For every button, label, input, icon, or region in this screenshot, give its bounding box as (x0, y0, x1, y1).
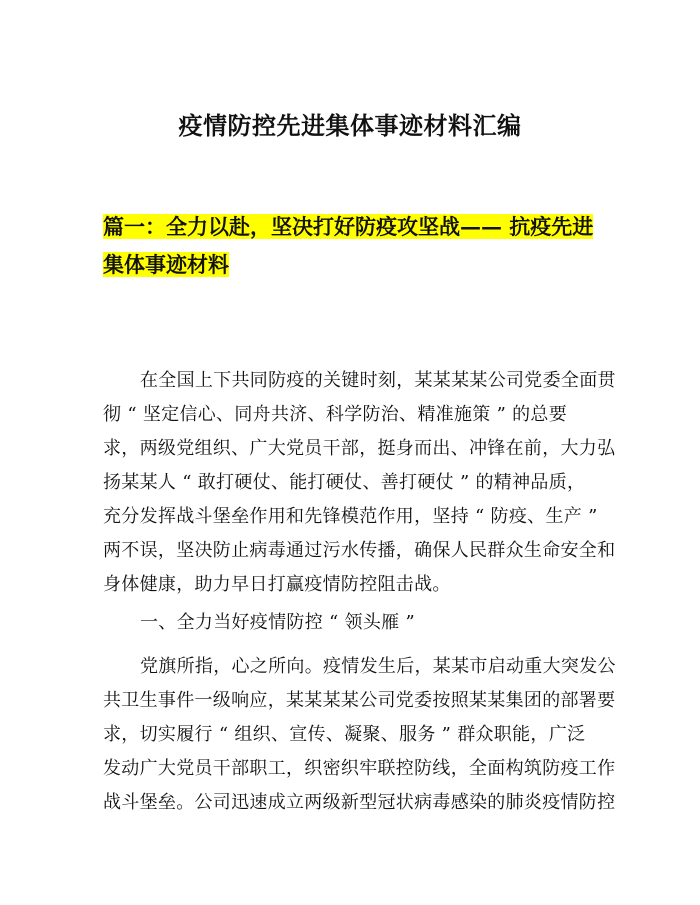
paragraph-line: 共卫生事件一级响应，某某某某公司党委按照某某集团的部署要 (103, 690, 616, 711)
subheading-text: 一、全力当好疫情防控 “ 领头雁 ” (140, 612, 415, 633)
paragraph-line: 在全国上下共同防疫的关键时刻，某某某某公司党委全面贯 (140, 370, 616, 391)
subheading-1 (103, 606, 593, 640)
paragraph-line: 两不误，坚决防止病毒通过污水传播，确保人民群众生命安全和 (103, 540, 616, 561)
paragraph-line: 扬某某人 “ 敢打硬仗、能打硬仗、善打硬仗 ” 的精神品质， (103, 472, 586, 493)
paragraph-line: 战斗堡垒。公司迅速成立两级新型冠状病毒感染的肺炎疫情防控 (103, 792, 616, 813)
paragraph-1 (103, 364, 616, 602)
paragraph-line: 求，切实履行 “ 组织、宣传、凝聚、服务 ” 群众职能，广泛 (103, 724, 586, 745)
paragraph-line: 党旗所指，心之所向。疫情发生后，某某市启动重大突发公 (140, 656, 616, 677)
paragraph-line: 求，两级党组织、广大党员干部，挺身而出、冲锋在前，大力弘 (103, 438, 616, 459)
paragraph-line: 发动广大党员干部职工，织密织牢联控防线，全面构筑防疫工作 (103, 758, 616, 779)
document-title: 疫情防控先进集体事迹材料汇编 (178, 111, 522, 140)
paragraph-2 (103, 650, 616, 820)
section-heading (103, 208, 603, 284)
paragraph-line: 身体健康，助力早日打赢疫情防控阻击战。 (103, 574, 451, 595)
paragraph-line: 彻 “ 坚定信心、同舟共济、科学防治、精准施策 ” 的总要 (103, 404, 567, 425)
paragraph-line: 充分发挥战斗堡垒作用和先锋模范作用，坚持 “ 防疫、生产 ” (103, 506, 598, 527)
section-heading-line-2: 集体事迹材料 (103, 252, 229, 277)
section-heading-line-1: 篇一：全力以赴，坚决打好防疫攻坚战—— 抗疫先进 (103, 214, 594, 239)
